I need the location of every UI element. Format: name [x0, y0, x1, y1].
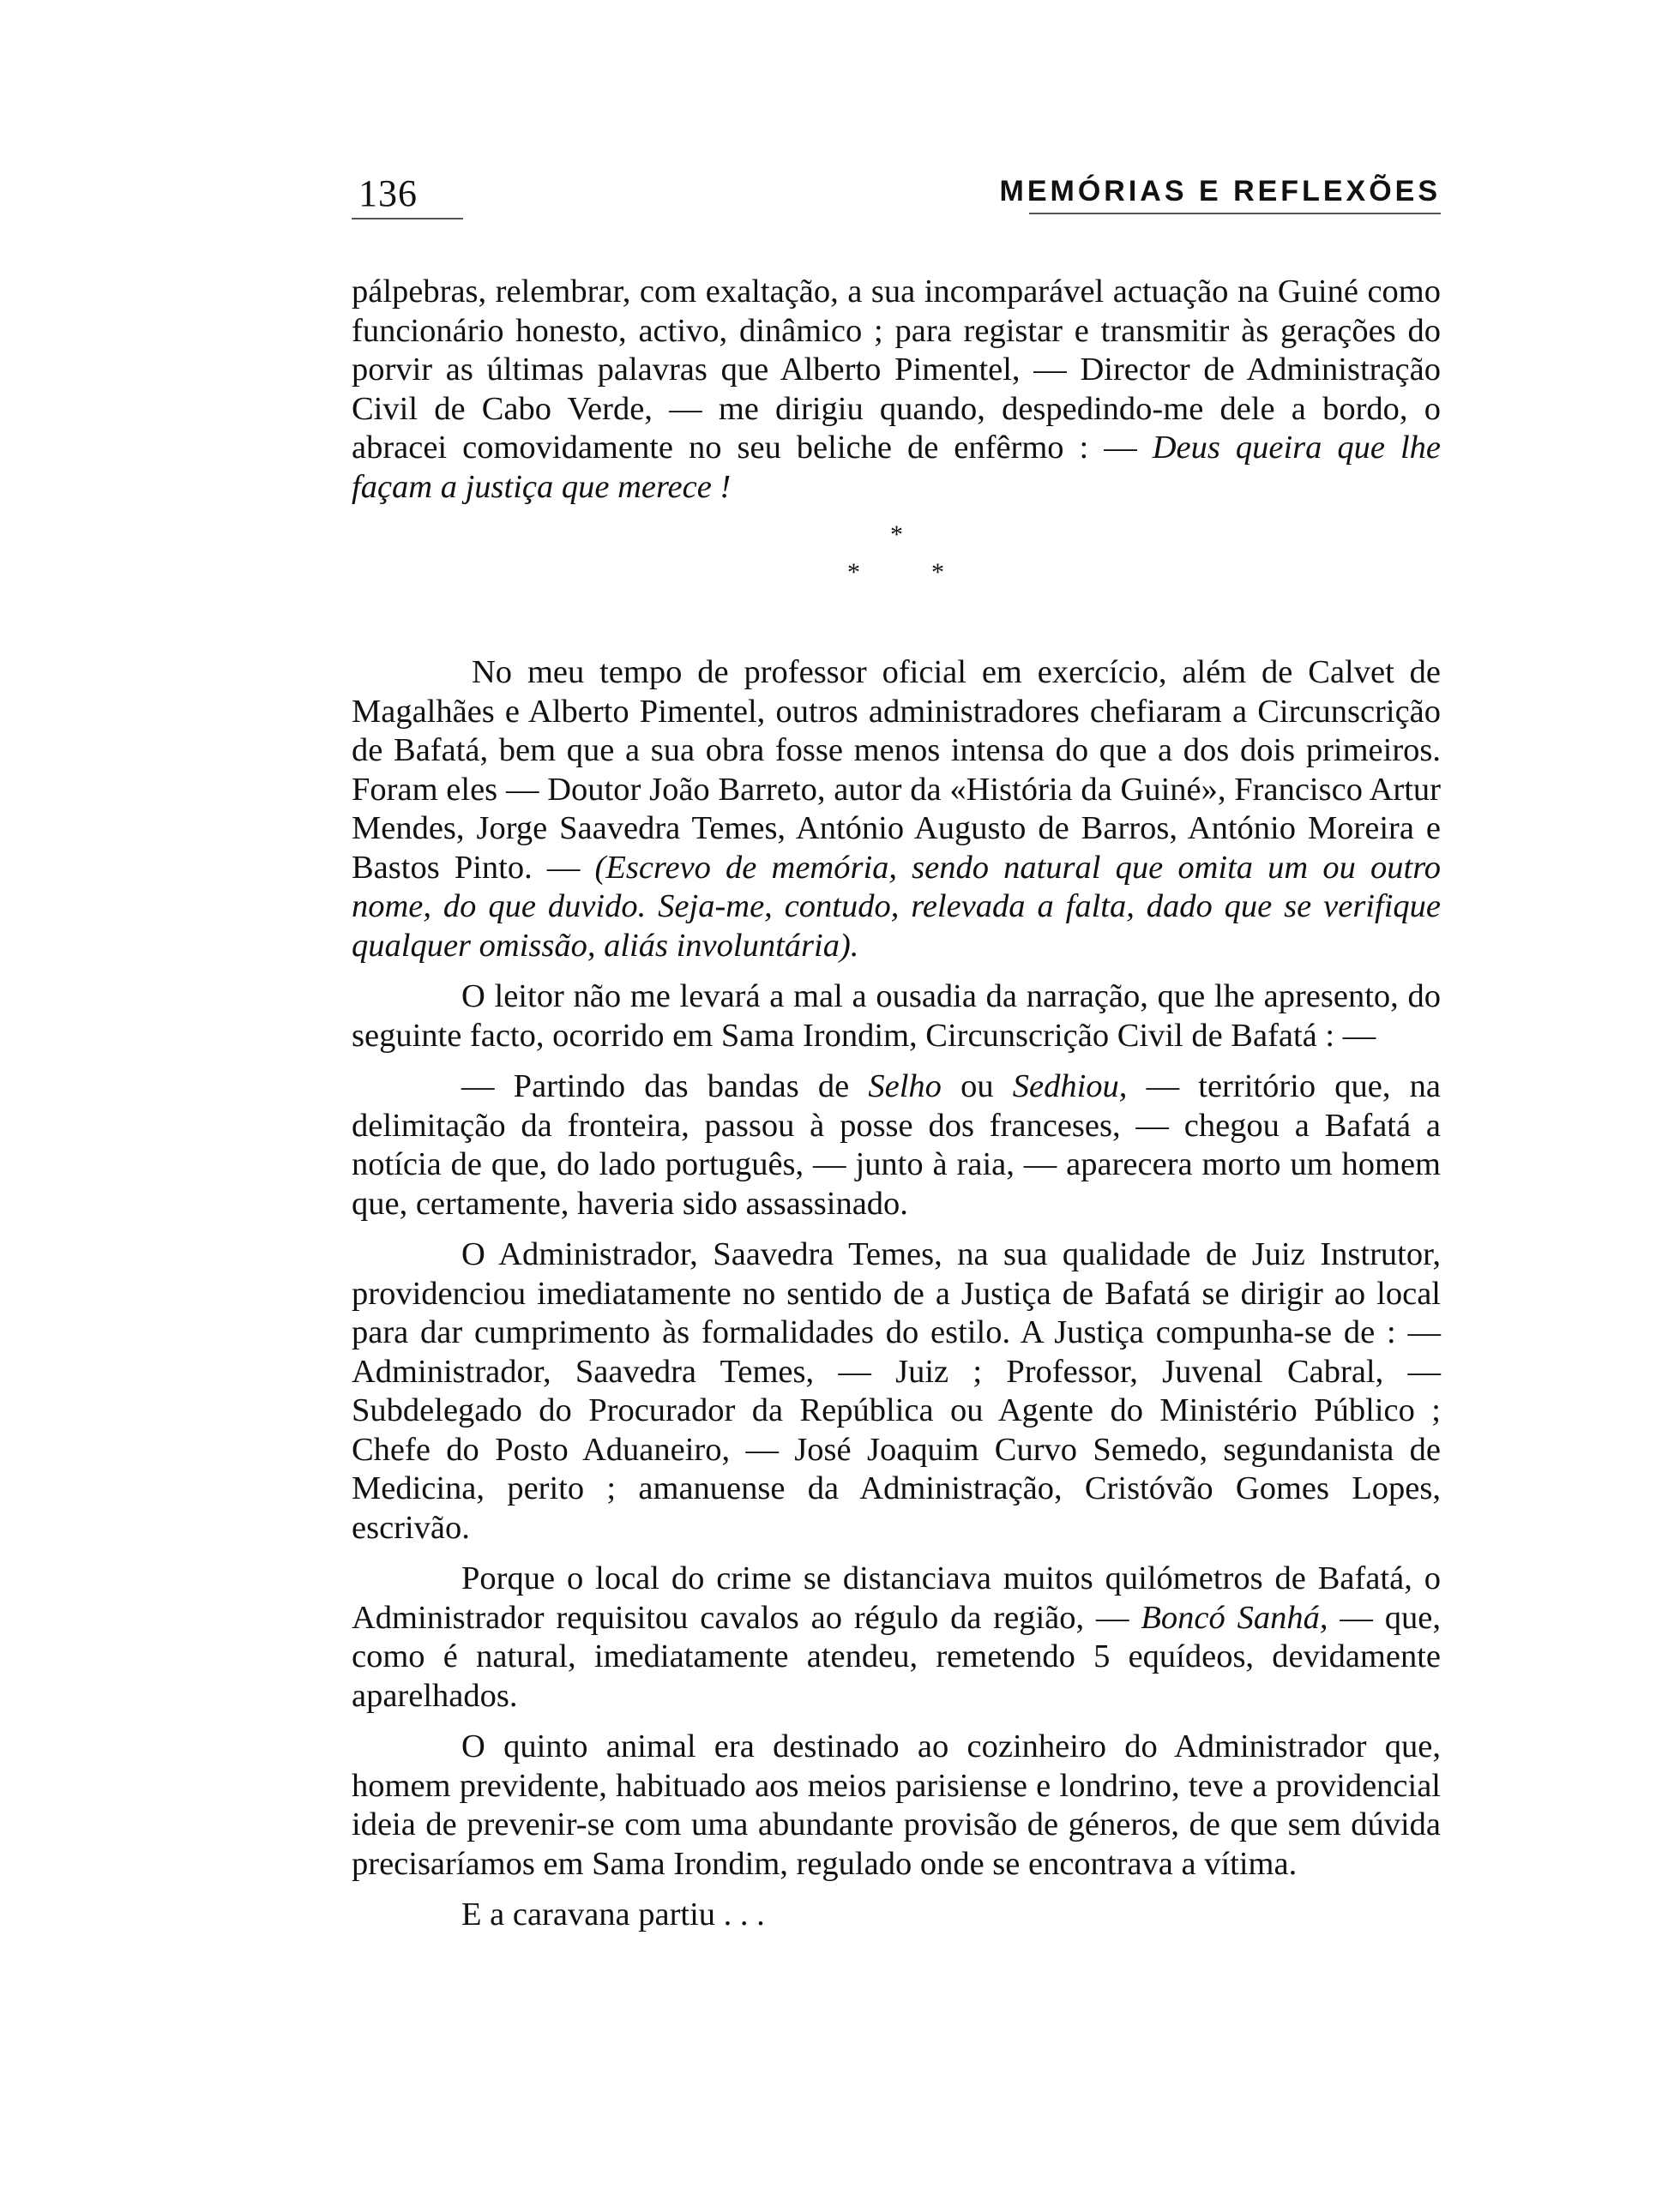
paragraph-4-text-a: — Partindo das bandas de	[461, 1068, 869, 1104]
asterism-star-right: *	[931, 558, 944, 586]
paragraph-6-name: Boncó Sanhá,	[1141, 1599, 1328, 1636]
paragraph-3: O leitor não me levará a mal a ousadia da narração, que lhe apresento, do seguinte facto, ocorrido em Sama Irondim, Circunscrição Civil de Bafatá : —	[352, 978, 1441, 1054]
asterism-divider	[352, 507, 1441, 614]
paragraph-7: O quinto animal era destinado ao cozinheiro do Administrador que, homem previdente, habituado aos meios parisiense e londrino, teve a providencial ideia de prevenir-se com uma abundante provisão de géneros, de que sem dúvida precisaríamos em Sama Irondim, regulado onde se encontrava a vítima.	[352, 1728, 1441, 1882]
paragraph-4-text-b: ou	[941, 1068, 1013, 1104]
paragraph-6-text-a: Porque o local do crime se distanciava muitos quilómetros de Bafatá, o Administrador requisitou cavalos ao régulo da região, —	[352, 1560, 1441, 1636]
page-number-rule	[352, 218, 463, 219]
paragraph-6-text-b: — que, como é natural, imediatamente atendeu, remetendo 5 equídeos, devidamente aparelhados.	[352, 1599, 1442, 1714]
running-title-rule	[1029, 213, 1441, 214]
paragraph-4	[352, 1067, 1441, 1223]
running-title: MEMÓRIAS E REFLEXÕES	[999, 175, 1441, 207]
paragraph-1	[352, 273, 1441, 507]
page-number: 136	[358, 172, 418, 214]
paragraph-1-text: pálpebras, relembrar, com exaltação, a sua incomparável actuação na Guiné como funcionário honesto, activo, dinâmico ; para registar e transmitir às gerações do porvir as últimas palavras que Alberto Pimentel, — Director de Administração Civil de Cabo Verde, — me dirigiu quando, despedindo-me dele a bordo, o abracei comovidamente no seu beliche de enfêrmo : —	[352, 273, 1441, 466]
asterism-star-left: *	[847, 558, 860, 586]
body-text	[352, 273, 1441, 1935]
paragraph-4-place-selho: Selho	[868, 1068, 942, 1104]
paragraph-5: O Administrador, Saavedra Temes, na sua qualidade de Juiz Instrutor, providenciou imediatamente no sentido de a Justiça de Bafatá se dirigir ao local para dar cumprimento às formalidades do estilo. A Justiça compunha-se de : — Administrador, Saavedra Temes, — Juiz ; Professor, Juvenal Cabral, — Subdelegado do Procurador da República ou Agente do Ministério Público ; Chefe do Posto Aduaneiro, — José Joaquim Curvo Semedo, segundanista de Medicina, perito ; amanuense da Administração, Cristóvão Gomes Lopes, escrivão.	[352, 1236, 1441, 1546]
paragraph-6	[352, 1560, 1441, 1716]
asterism-star-top: *	[890, 520, 903, 549]
paragraph-1-quote: Deus queira que lhe façam a justiça que merece !	[352, 430, 1441, 505]
paragraph-2-aside: (Escrevo de memória, sendo natural que omita um ou outro nome, do que duvido. Seja-me, contudo, relevada a falta, dado que se verifique qualquer omissão, aliás involuntária).	[352, 849, 1441, 964]
paragraph-2	[352, 653, 1441, 965]
page-header	[352, 163, 1441, 223]
paragraph-8: E a caravana partiu . . .	[461, 1896, 765, 1932]
paragraph-4-place-sedhiou: Sedhiou,	[1012, 1068, 1128, 1104]
paragraph-2-text: No meu tempo de professor oficial em exercício, além de Calvet de Magalhães e Alberto Pimentel, outros administradores chefiaram a Circunscrição de Bafatá, bem que a sua obra fosse menos intensa do que a dos dois primeiros. Foram eles — Doutor João Barreto, autor da «História da Guiné», Francisco Artur Mendes, Jorge Saavedra Temes, António Augusto de Barros, António Moreira e Bastos Pinto. —	[352, 654, 1441, 886]
paragraph-4-text-c: — território que, na delimitação da fronteira, passou à posse dos franceses, — chegou a Bafatá a notícia de que, do lado português, — junto à raia, — aparecera morto um homem que, certamente, haveria sido assassinado.	[352, 1068, 1441, 1222]
